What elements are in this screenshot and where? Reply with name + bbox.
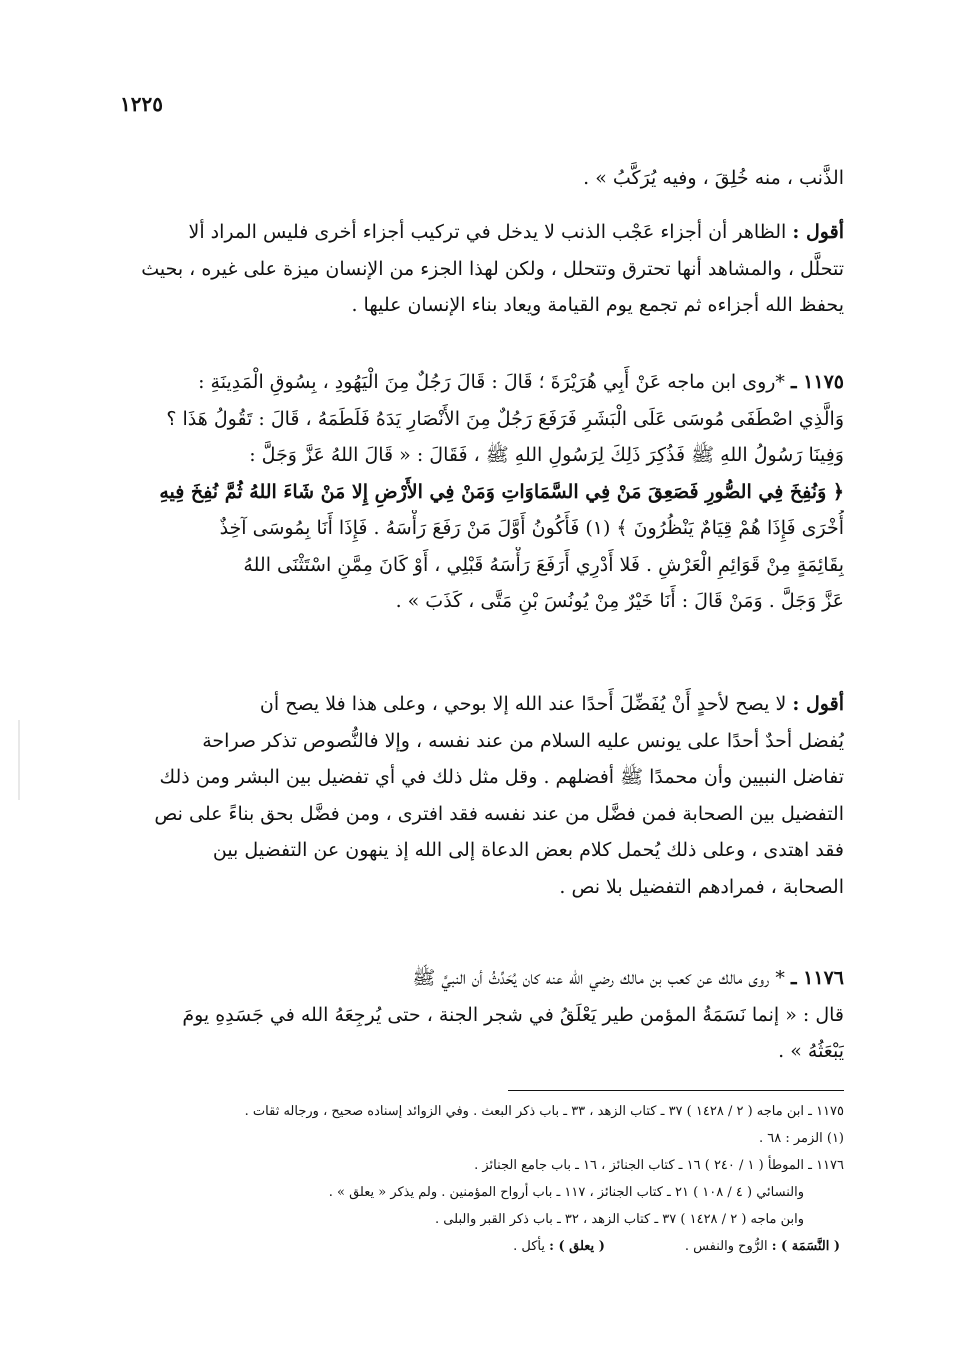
hadith-1176 — [120, 960, 844, 1070]
hadith-1175-line-6: بِقَائِمَةٍ مِنْ قَوَائِمِ الْعَرْشِ . فَلا أَدْرِي أَرَفَعَ رَأْسَهُ قَبْلِي ، أَوْ كَانَ مِمَّنِ اسْتَثْنَى اللهُ — [243, 553, 844, 576]
commentary-paragraph-2 — [120, 686, 844, 905]
quran-verse-line-1: ﴿ وَنُفِخَ فِي الصُّورِ فَصَعِقَ مَنْ فِي السَّمَاوَاتِ وَمَنْ فِي الأَرْضِ إِلا مَنْ شَاءَ اللهُ ثُمَّ نُفِخَ فِيهِ — [159, 480, 844, 503]
hadith-1175-line-5: أُخْرَى فَإِذَا هُمْ قِيَامٌ يَنْظُرُونَ ﴾ (١) فَأَكُونُ أَوَّلَ مَنْ رَفَعَ رَأْسَهُ . فَإِذَا أَنَا بِمُوسَى آخِذٌ — [219, 517, 844, 539]
hadith-1175-line-2: وَالَّذِي اصْطَفَى مُوسَى عَلَى الْبَشَرِ فَرَفَعَ رَجُلٌ مِنَ الأَنْصَارِ يَدَهُ فَلَطَمَهُ ، قَالَ : تَقُولُ هَذَا ؟ — [166, 407, 844, 430]
commentary-2-line-6: الصحابة ، فمرادهم التفضيل بلا نص . — [559, 875, 844, 898]
footnotes — [110, 1098, 844, 1260]
commentary-2-line-3: تفاضل النبيين وأن محمدًا ﷺ أفضلهم . وقل مثل ذلك في أي تفضيل بين البشر ومن ذلك — [159, 766, 844, 788]
commentary-lead: أقول : — [792, 221, 844, 243]
hadith-1176-line-1 — [120, 960, 844, 997]
glossary-term: ( يعلق ) : — [549, 1239, 605, 1254]
hadith-1175 — [120, 364, 844, 620]
glossary-entry-nasama — [685, 1233, 840, 1260]
commentary-lead: أقول : — [792, 693, 844, 715]
glossary-meaning: يأكل . — [513, 1239, 545, 1254]
hadith-1175-line-1 — [120, 364, 844, 401]
opening-paragraph — [120, 160, 844, 197]
hadith-1175-line-7: عَزَّ وَجَلَّ . وَمَنْ قَالَ : أَنَا خَيْرٌ مِنْ يُونُسَ بْنِ مَتَّى ، كَذَبَ » . — [395, 590, 844, 612]
commentary-2-line-4: التفضيل بين الصحابة فمن فضَّل من عند نفسه فقد افترى ، ومن فضَّل بحق بناءً على نص — [154, 802, 844, 825]
footnote-1176-nasai: والنسائي ( ٤ / ١٠٨ ) ٢١ ـ كتاب الجنائز ، ١١٧ ـ باب أرواح المؤمنين . ولم يذكر « يعلق » . — [328, 1185, 804, 1200]
commentary-1-text: الظاهر أن أجزاء عَجْب الذنب لا يدخل في تركيب أجزاء أخرى فليس المراد ألا — [188, 221, 787, 243]
hadith-1176-line-2: قال : « إنما نَسَمَةُ المؤمن طير يَعْلَقُ في شجر الجنة ، حتى يُرجِعَهُ الله في جَسَدِهِ يومَ — [182, 1003, 844, 1026]
footnote-divider — [508, 1090, 844, 1091]
commentary-2-text: لا يصح لأحدٍ أَنْ يُفَضِّلَ أَحدًا عند الله إلا بوحي ، وعلى هذا فلا يصح أن — [259, 693, 787, 715]
hadith-number: ١١٧٦ ـ — [790, 967, 844, 989]
hadith-1176-text: * روى مالك عن كعب بن مالك رضي الله عنه كان يُحَدِّثُ أن النبيَّ ﷺ — [412, 967, 785, 989]
scan-edge-mark — [18, 720, 20, 800]
hadith-number: ١١٧٥ ـ — [790, 371, 844, 393]
footnote-1175: ١١٧٥ ـ ابن ماجه ( ٢ / ١٤٢٨ ) ٣٧ ـ كتاب الزهد ، ٣٣ ـ باب ذكر البعث . وفي الزوائد إسناده صحيح ، ورجاله ثقات . — [244, 1104, 844, 1119]
commentary-2-line-5: فقد اهتدى ، وعلى ذلك يُحمل كلام بعض الدعاة إلى الله إذ ينهون عن التفضيل بين — [212, 839, 844, 861]
commentary-1-line-2: تتحلَّل ، والمشاهد أنها تحترق وتتحلل ، ولكن لهذا الجزء من الإنسان ميزة على غيره ، بحيث — [141, 257, 844, 280]
commentary-2-line-1 — [120, 686, 844, 723]
commentary-2-line-2: يُفضل أحدٌ أحدًا على يونس عليه السلام من عند نفسه ، وإلا فالنُّصوص تذكر صراحة — [202, 729, 844, 752]
footnote-quran-ref: (١) الزمر : ٦٨ . — [758, 1131, 844, 1146]
commentary-1-line-3: يحفظ الله أجزاءه ثم تجمع يوم القيامة ويعاد بناء الإنسان عليها . — [351, 294, 844, 316]
hadith-1176-line-3: يَبْعَثُهُ » . — [778, 1040, 844, 1062]
footnote-1176-ibn-majah: وابن ماجه ( ٢ / ١٤٢٨ ) ٣٧ ـ كتاب الزهد ، ٣٢ ـ باب ذكر القبر والبلى . — [435, 1212, 804, 1227]
hadith-1175-line-3: وَفِينَا رَسُولُ اللهِ ﷺ فَذُكِرَ ذَلِكَ لِرَسُولِ اللهِ ﷺ ، فَقَالَ : « قَالَ اللهُ عَزَّ وَجَلَّ : — [249, 444, 844, 466]
glossary-term: ( النَّسَمَة ) : — [771, 1239, 840, 1254]
glossary-entry-yaalaq — [513, 1233, 605, 1260]
hadith-1175-text: *روى ابن ماجه عَنْ أَبِي هُرَيْرَةَ ؛ قَالَ : قَالَ رَجُلٌ مِنَ الْيَهُودِ ، بِسُوقِ الْمَدِينَةِ : — [198, 371, 785, 393]
page-number: ١٢٢٥ — [120, 92, 163, 116]
glossary — [110, 1233, 844, 1260]
glossary-meaning: الرُّوح والنفس . — [684, 1239, 768, 1254]
opening-line: الذَّنب ، منه خُلِقَ ، وفيه يُرَكَّبُ » . — [583, 167, 844, 189]
footnote-1176-muwatta: ١١٧٦ ـ الموطأ ( ١ / ٢٤٠ ) ١٦ ـ كتاب الجنائز ، ١٦ ـ باب جامع الجنائز . — [474, 1158, 844, 1173]
commentary-1-line-1 — [120, 214, 844, 251]
commentary-paragraph-1 — [120, 214, 844, 324]
